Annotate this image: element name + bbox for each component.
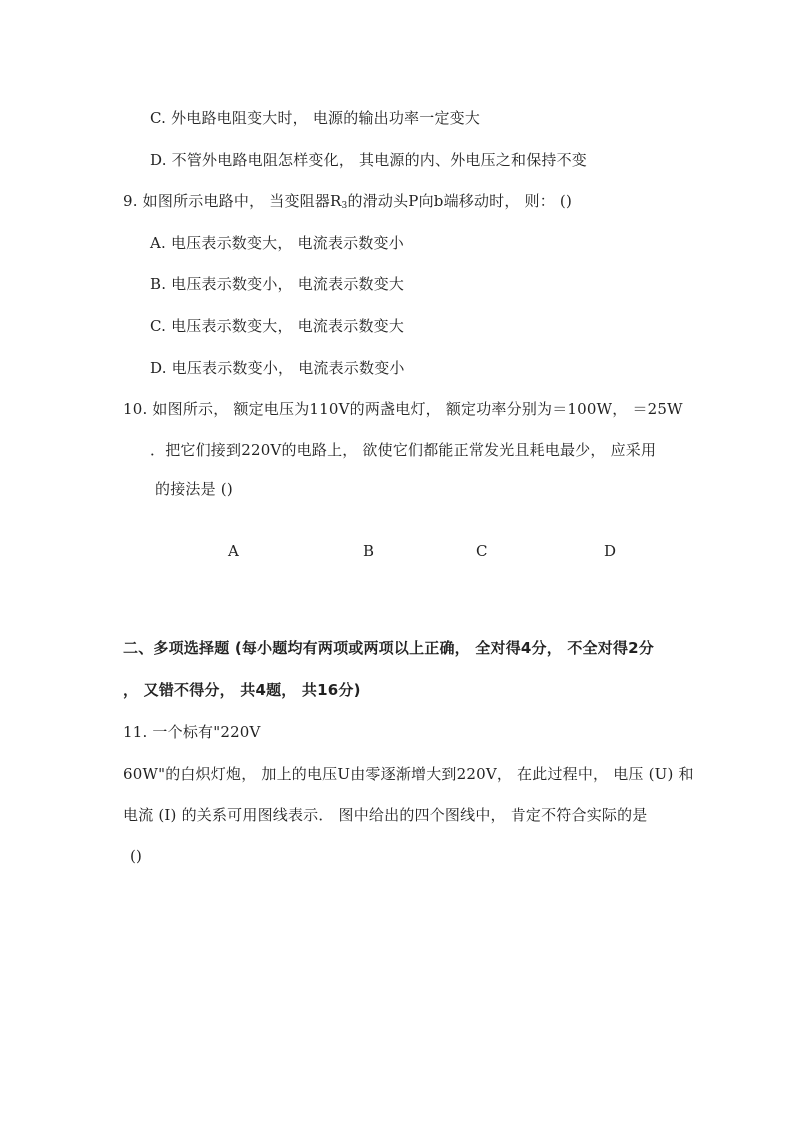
question-9-option-d: D. 电压表示数变小， 电流表示数变小	[150, 359, 405, 377]
question-10-choice-c-label: C	[476, 542, 488, 560]
question-11-line-2: 60W"的白炽灯炮， 加上的电压U由零逐渐增大到220V， 在此过程中， 电压 (U) 和	[123, 765, 694, 783]
question-10-line-2: ．把它们接到220V的电路上， 欲使它们都能正常发光且耗电最少， 应采用	[150, 441, 657, 459]
question-9-stem-text-end: 的滑动头P向b端移动时， 则： ()	[347, 192, 573, 210]
question-10-line-1: 10. 如图所示， 额定电压为110V的两盏电灯， 额定功率分别为＝100W， ＝25W	[123, 400, 683, 418]
question-11-line-1: 11. 一个标有"220V	[123, 723, 261, 741]
section-2-heading-line-1: 二、多项选择题 (每小题均有两项或两项以上正确， 全对得4分， 不全对得2分	[123, 639, 654, 657]
question-11-line-3: 电流 (I) 的关系可用图线表示． 图中给出的四个图线中， 肯定不符合实际的是	[123, 806, 648, 824]
question-11-line-4: ()	[130, 847, 143, 865]
section-2-heading-line-2: ， 又错不得分， 共4题， 共16分)	[123, 681, 361, 699]
question-9-option-c: C. 电压表示数变大， 电流表示数变大	[150, 317, 405, 335]
question-8-option-c: C. 外电路电阻变大时， 电源的输出功率一定变大	[150, 109, 481, 127]
question-9-stem	[123, 191, 572, 216]
question-9-stem-text: 9. 如图所示电路中， 当变阻器R	[123, 192, 342, 210]
question-9-option-b: B. 电压表示数变小， 电流表示数变大	[150, 275, 405, 293]
question-9-resistor-subscript: 3	[341, 201, 348, 211]
question-10-choice-a-label: A	[228, 542, 240, 560]
question-10-choice-d-label: D	[604, 542, 617, 560]
question-10-line-3: 的接法是 ()	[155, 480, 233, 498]
question-10-choice-b-label: B	[363, 542, 375, 560]
question-9-option-a: A. 电压表示数变大， 电流表示数变小	[150, 234, 404, 252]
question-8-option-d: D. 不管外电路电阻怎样变化， 其电源的内、外电压之和保持不变	[150, 151, 587, 169]
